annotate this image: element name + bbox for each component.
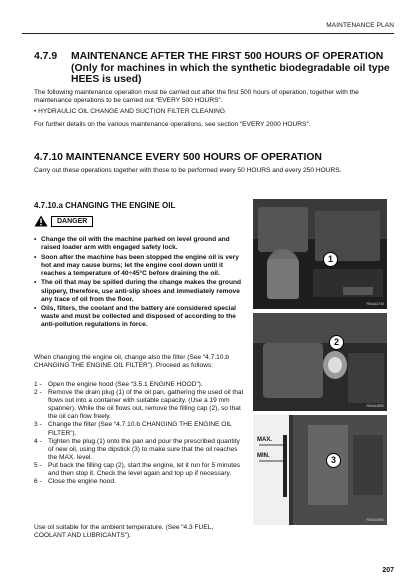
- step: [34, 421, 246, 437]
- header-rule: [22, 33, 394, 34]
- dipstick-photo: [253, 415, 387, 525]
- closing-paragraph: Use oil suitable for the ambient temperature. (See “4.3 FUEL, COOLANT AND LUBRICANTS”).: [34, 524, 214, 540]
- min-label: MIN.: [257, 453, 270, 459]
- callout-2: 2: [329, 335, 344, 350]
- step: [34, 462, 246, 478]
- photo-drawing: [253, 415, 387, 525]
- step-text: Change the filter (See “4.7.10.b CHANGING THE ENGINE OIL FILTER”).: [48, 421, 232, 437]
- list-item-text: Soon after the machine has been stopped the engine oil is very hot and may cause burns; let the engine cool down until it reaches a temperature of 40÷45°C before draining the oil.: [41, 253, 239, 277]
- list-item-text: Change the oil with the machine parked on level ground and raised loader arm with engaged safety lock.: [41, 236, 230, 252]
- procedure-steps: [34, 381, 246, 486]
- step-text: Put back the filling cap (2), start the engine, let it run for 5 minutes and then stop it. Check the level again and top up if necessary.: [48, 461, 241, 478]
- step-number: 6 -: [34, 478, 42, 486]
- step-text: Open the engine hood (See “3.5.1 ENGINE HOOD”).: [48, 381, 203, 388]
- step-text: Tighten the plug (1) onto the pan and pour the prescribed quantity of new oil, using the dipstick (3) to make sure that the oil reaches the MAX. level.: [48, 437, 240, 461]
- figure-code: RNAA4740: [366, 302, 384, 306]
- step-number: 1 -: [34, 381, 42, 388]
- list-item: • Change the oil with the machine parked on level ground and raised loader arm with engaged safety lock.: [34, 236, 246, 252]
- danger-label: [34, 215, 93, 227]
- step-number: 5 -: [34, 461, 42, 469]
- danger-text: DANGER: [51, 216, 93, 227]
- section-title: MAINTENANCE AFTER THE FIRST 500 HOURS OF OPERATION (Only for machines in which the synthetic biodegradable oil type HEES is used): [71, 51, 390, 86]
- step-number: 4 -: [34, 437, 42, 445]
- callout-3: 3: [326, 453, 341, 468]
- section-heading-4-7-10: 4.7.10 MAINTENANCE EVERY 500 HOURS OF OPERATION: [34, 152, 322, 163]
- paragraph: Carry out these operations together with those to be performed every 50 HOURS and every 250 HOURS.: [34, 167, 342, 174]
- step-number: 2 -: [34, 389, 42, 397]
- photo-drawing: [253, 313, 387, 411]
- step: [34, 438, 246, 462]
- step: [34, 478, 246, 486]
- callout-1: 1: [323, 252, 338, 267]
- running-header: MAINTENANCE PLAN: [326, 22, 394, 29]
- list-item: • The oil that may be spilled during the change makes the ground slippery, therefore, use anti-slip shoes and immediately remove any trace of oil from the floor.: [34, 279, 246, 303]
- max-label: MAX.: [257, 437, 272, 443]
- list-item-text: The oil that may be spilled during the change makes the ground slippery, therefore, use anti-slip shoes and immediately remove any trace of oil from the floor.: [41, 279, 242, 303]
- list-item: • Oils, filters, the coolant and the battery are considered special waste and must be collected and disposed of according to the anti-pollution regulations in force.: [34, 305, 246, 329]
- warning-icon: [34, 215, 48, 227]
- section-number: 4.7.9: [34, 51, 58, 62]
- step-number: 3 -: [34, 421, 42, 429]
- step-text: Remove the drain plug (1) of the oil pan, gathering the used oil that flows out into a container with suitable capacity. (Use a 19 mm spanner). While the oil flows out, remove the filling cap (2), so that the oil can flow freely.: [48, 389, 244, 421]
- figure-code: RNAA4880: [366, 404, 384, 408]
- paragraph: The following maintenance operation must be carried out after the first 500 hours of operation, together with the maintenance operations to be carried out “EVERY 500 HOURS”.: [34, 89, 359, 105]
- step: [34, 381, 246, 389]
- filling-cap-photo: [253, 313, 387, 411]
- page-number: 207: [382, 567, 394, 574]
- figure-code: RNAA4890: [366, 518, 384, 522]
- photo-drawing: [253, 199, 387, 309]
- danger-bullet-list: [34, 236, 246, 331]
- list-item-text: Oils, filters, the coolant and the battery are considered special waste and must be collected and disposed of according to the anti-pollution regulations in force.: [41, 305, 236, 329]
- step-text: Close the engine hood.: [48, 478, 116, 486]
- list-item: • Soon after the machine has been stopped the engine oil is very hot and may cause burns; let the engine cool down until it reaches a temperature of 40÷45°C before draining the oil.: [34, 254, 246, 278]
- engine-drain-plug-photo: [253, 199, 387, 309]
- intro-paragraph: When changing the engine oil, change also the filter (See “4.7.10.b CHANGING THE ENGINE OIL FILTER”). Proceed as follows:: [34, 354, 230, 370]
- subsection-heading: 4.7.10.a CHANGING THE ENGINE OIL: [34, 201, 176, 210]
- step: [34, 389, 246, 421]
- bullet-item: • HYDRAULIC OIL CHANGE AND SUCTION FILTER CLEANING: [34, 108, 225, 115]
- paragraph: For further details on the various maintenance operations, see section “EVERY 2000 HOURS”.: [34, 121, 311, 128]
